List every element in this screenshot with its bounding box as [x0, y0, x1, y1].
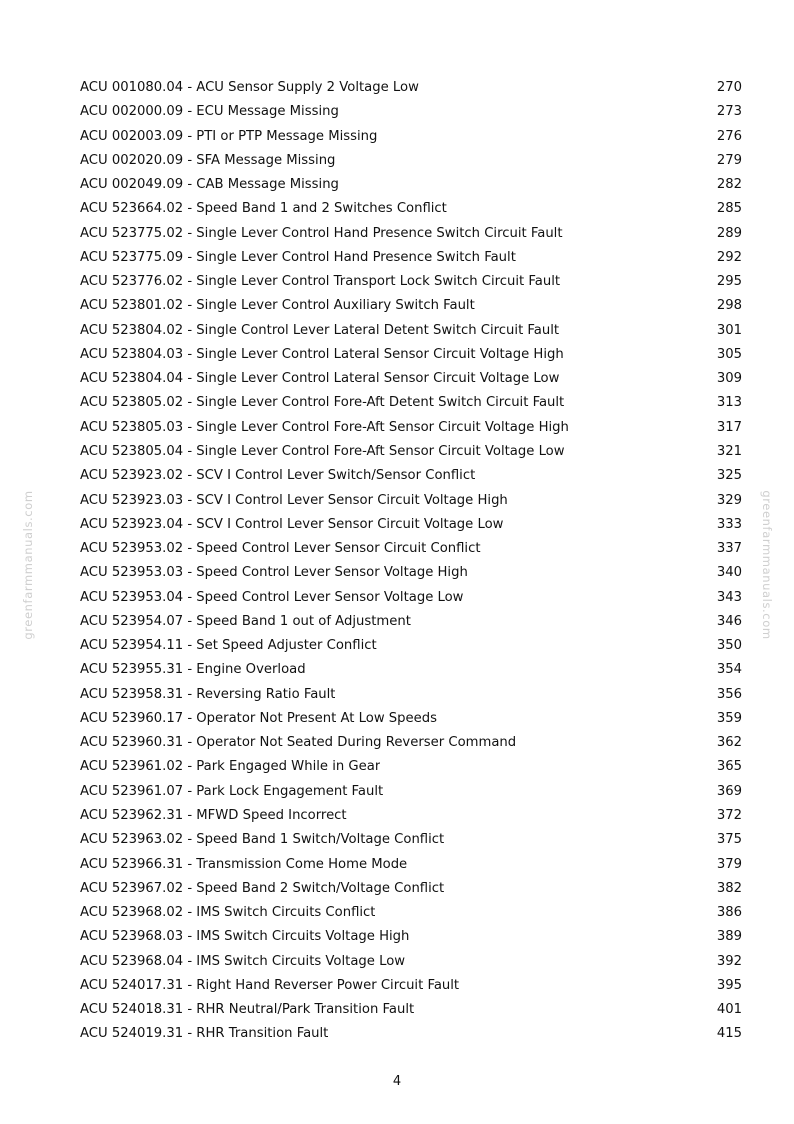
toc-entry-page: 392 [716, 953, 742, 969]
toc-entry-page: 282 [716, 177, 742, 193]
toc-entry-title: ACU 002000.09 - ECU Message Missing [80, 104, 339, 120]
toc-entry[interactable] [80, 173, 742, 197]
toc-entry-page: 295 [716, 274, 742, 290]
toc-entry-title: ACU 001080.04 - ACU Sensor Supply 2 Voltage Low [80, 80, 419, 95]
toc-entry[interactable] [80, 707, 742, 731]
toc-entry-page: 401 [716, 1002, 742, 1018]
toc-entry[interactable] [80, 804, 742, 828]
toc-entry-title: ACU 523804.02 - Single Control Lever Lateral Detent Switch Circuit Fault [80, 322, 560, 338]
toc-entry-page: 305 [716, 346, 742, 362]
toc-entry-page: 292 [716, 249, 742, 265]
toc-entry-title: ACU 523805.03 - Single Lever Control Fore-Aft Sensor Circuit Voltage High [80, 419, 569, 435]
watermark-right: greenfarmmanuals.com [760, 490, 774, 640]
toc-entry[interactable] [80, 149, 742, 173]
toc-entry-page: 365 [716, 759, 742, 775]
toc-entry-title: ACU 523775.09 - Single Lever Control Hand Presence Switch Fault [80, 249, 516, 265]
toc-entry-page: 276 [716, 128, 742, 144]
toc-entry-title: ACU 523923.02 - SCV I Control Lever Switch/Sensor Conflict [80, 468, 476, 484]
toc-entry-page: 356 [716, 686, 742, 702]
toc-entry-page: 362 [716, 735, 742, 751]
toc-entry[interactable] [80, 489, 742, 513]
toc-entry-page: 346 [716, 613, 742, 629]
toc-entry-page: 298 [716, 298, 742, 314]
toc-entry-page: 375 [716, 832, 742, 848]
toc-entry-title: ACU 523961.02 - Park Engaged While in Gear [80, 759, 381, 775]
toc-entry-title: ACU 523775.02 - Single Lever Control Hand Presence Switch Circuit Fault [80, 225, 563, 241]
toc-entry-title: ACU 523968.02 - IMS Switch Circuits Conflict [80, 905, 376, 921]
toc-entry[interactable] [80, 440, 742, 464]
toc-entry-title: ACU 523805.04 - Single Lever Control Fore-Aft Sensor Circuit Voltage Low [80, 443, 565, 459]
toc-entry-page: 325 [716, 468, 742, 484]
toc-entry[interactable] [80, 294, 742, 318]
toc-entry-title: ACU 002020.09 - SFA Message Missing [80, 152, 336, 168]
toc-entry[interactable] [80, 925, 742, 949]
toc-entry[interactable] [80, 828, 742, 852]
toc-entry-page: 279 [716, 152, 742, 168]
toc-entry[interactable] [80, 877, 742, 901]
toc-entry-title: ACU 523967.02 - Speed Band 2 Switch/Voltage Conflict [80, 880, 445, 896]
toc-entry-page: 309 [716, 371, 742, 387]
toc-entry-page: 317 [716, 419, 742, 435]
toc-entry-page: 289 [716, 225, 742, 241]
toc-entry-title: ACU 524018.31 - RHR Neutral/Park Transition Fault [80, 1002, 415, 1018]
toc-entry[interactable] [80, 464, 742, 488]
toc-entry-title: ACU 523776.02 - Single Lever Control Transport Lock Switch Circuit Fault [80, 274, 561, 290]
toc-entry-title: ACU 002049.09 - CAB Message Missing [80, 177, 339, 193]
toc-entry[interactable] [80, 561, 742, 585]
toc-entry[interactable] [80, 391, 742, 415]
toc-entry-page: 369 [716, 783, 742, 799]
toc-entry[interactable] [80, 537, 742, 561]
toc-entry-page: 415 [716, 1026, 742, 1042]
toc-entry-page: 313 [716, 395, 742, 411]
toc-entry[interactable] [80, 125, 742, 149]
toc-entry[interactable] [80, 731, 742, 755]
toc-entry[interactable] [80, 197, 742, 221]
toc-entry-page: 354 [716, 662, 742, 678]
watermark-left: greenfarmmanuals.com [21, 490, 35, 640]
toc-entry-title: ACU 523968.03 - IMS Switch Circuits Voltage High [80, 929, 410, 945]
toc-entry[interactable] [80, 683, 742, 707]
toc-entry[interactable] [80, 319, 742, 343]
toc-entry-title: ACU 523962.31 - MFWD Speed Incorrect [80, 807, 347, 823]
toc-entry-page: 340 [716, 565, 742, 581]
toc-entry[interactable] [80, 586, 742, 610]
toc-entry-title: ACU 523955.31 - Engine Overload [80, 662, 306, 678]
toc-entry-page: 343 [716, 589, 742, 605]
toc-entry[interactable] [80, 513, 742, 537]
toc-entry[interactable] [80, 100, 742, 124]
toc-entry-title: ACU 523953.02 - Speed Control Lever Sensor Circuit Conflict [80, 541, 481, 557]
toc-entry-title: ACU 523954.07 - Speed Band 1 out of Adjustment [80, 613, 411, 629]
toc-entry-page: 372 [716, 807, 742, 823]
toc-entry[interactable] [80, 950, 742, 974]
toc-entry-page: 350 [716, 638, 742, 654]
toc-entry[interactable] [80, 634, 742, 658]
toc-entry-title: ACU 524019.31 - RHR Transition Fault [80, 1026, 329, 1042]
toc-entry[interactable] [80, 658, 742, 682]
toc-entry-page: 382 [716, 880, 742, 896]
toc-entry-page: 389 [716, 929, 742, 945]
toc-entry-title: ACU 523963.02 - Speed Band 1 Switch/Voltage Conflict [80, 832, 445, 848]
toc-entry-title: ACU 523954.11 - Set Speed Adjuster Conflict [80, 638, 377, 654]
toc-entry-page: 395 [716, 977, 742, 993]
toc-entry-page: 301 [716, 322, 742, 338]
toc-entry-title: ACU 523923.04 - SCV I Control Lever Sensor Circuit Voltage Low [80, 516, 504, 532]
toc-entry[interactable] [80, 76, 742, 100]
toc-entry[interactable] [80, 222, 742, 246]
toc-entry-page: 273 [716, 104, 742, 120]
toc-entry-title: ACU 523805.02 - Single Lever Control Fore-Aft Detent Switch Circuit Fault [80, 395, 565, 411]
toc-entry[interactable] [80, 974, 742, 998]
toc-entry-page: 329 [716, 492, 742, 508]
page-number: 4 [392, 1074, 402, 1089]
toc-entry-page: 337 [716, 541, 742, 557]
toc-entry[interactable] [80, 853, 742, 877]
toc-entry-title: ACU 523804.03 - Single Lever Control Lateral Sensor Circuit Voltage High [80, 346, 564, 362]
toc-entry-page: 270 [716, 80, 742, 95]
toc-entry-title: ACU 523953.04 - Speed Control Lever Sensor Voltage Low [80, 589, 464, 605]
toc-entry-page: 379 [716, 856, 742, 872]
toc-entry-title: ACU 523953.03 - Speed Control Lever Sensor Voltage High [80, 565, 468, 581]
toc-entry-title: ACU 524017.31 - Right Hand Reverser Power Circuit Fault [80, 977, 460, 993]
toc-entry-title: ACU 523960.17 - Operator Not Present At Low Speeds [80, 710, 438, 726]
toc-entry-title: ACU 523961.07 - Park Lock Engagement Fault [80, 783, 384, 799]
toc-entry-title: ACU 523801.02 - Single Lever Control Auxiliary Switch Fault [80, 298, 475, 314]
toc-entry-title: ACU 523804.04 - Single Lever Control Lateral Sensor Circuit Voltage Low [80, 371, 560, 387]
toc-entry[interactable] [80, 755, 742, 779]
toc-entry-title: ACU 523923.03 - SCV I Control Lever Sensor Circuit Voltage High [80, 492, 508, 508]
toc-entry[interactable] [80, 1022, 742, 1046]
toc-entry-page: 386 [716, 905, 742, 921]
toc-entry-title: ACU 523968.04 - IMS Switch Circuits Voltage Low [80, 953, 406, 969]
toc-entry-title: ACU 523958.31 - Reversing Ratio Fault [80, 686, 336, 702]
toc-entry-page: 359 [716, 710, 742, 726]
toc-entry[interactable] [80, 780, 742, 804]
toc-entry-title: ACU 523664.02 - Speed Band 1 and 2 Switches Conflict [80, 201, 447, 217]
toc-entry-title: ACU 523960.31 - Operator Not Seated During Reverser Command [80, 735, 517, 751]
toc-entry[interactable] [80, 610, 742, 634]
table-of-contents [80, 76, 742, 1047]
toc-entry[interactable] [80, 270, 742, 294]
toc-entry[interactable] [80, 343, 742, 367]
toc-entry[interactable] [80, 901, 742, 925]
toc-entry-title: ACU 002003.09 - PTI or PTP Message Missing [80, 128, 378, 144]
toc-entry-title: ACU 523966.31 - Transmission Come Home Mode [80, 856, 408, 872]
toc-entry[interactable] [80, 416, 742, 440]
toc-entry[interactable] [80, 367, 742, 391]
toc-entry[interactable] [80, 246, 742, 270]
toc-entry-page: 333 [716, 516, 742, 532]
toc-entry-page: 285 [716, 201, 742, 217]
toc-entry[interactable] [80, 998, 742, 1022]
toc-entry-page: 321 [716, 443, 742, 459]
